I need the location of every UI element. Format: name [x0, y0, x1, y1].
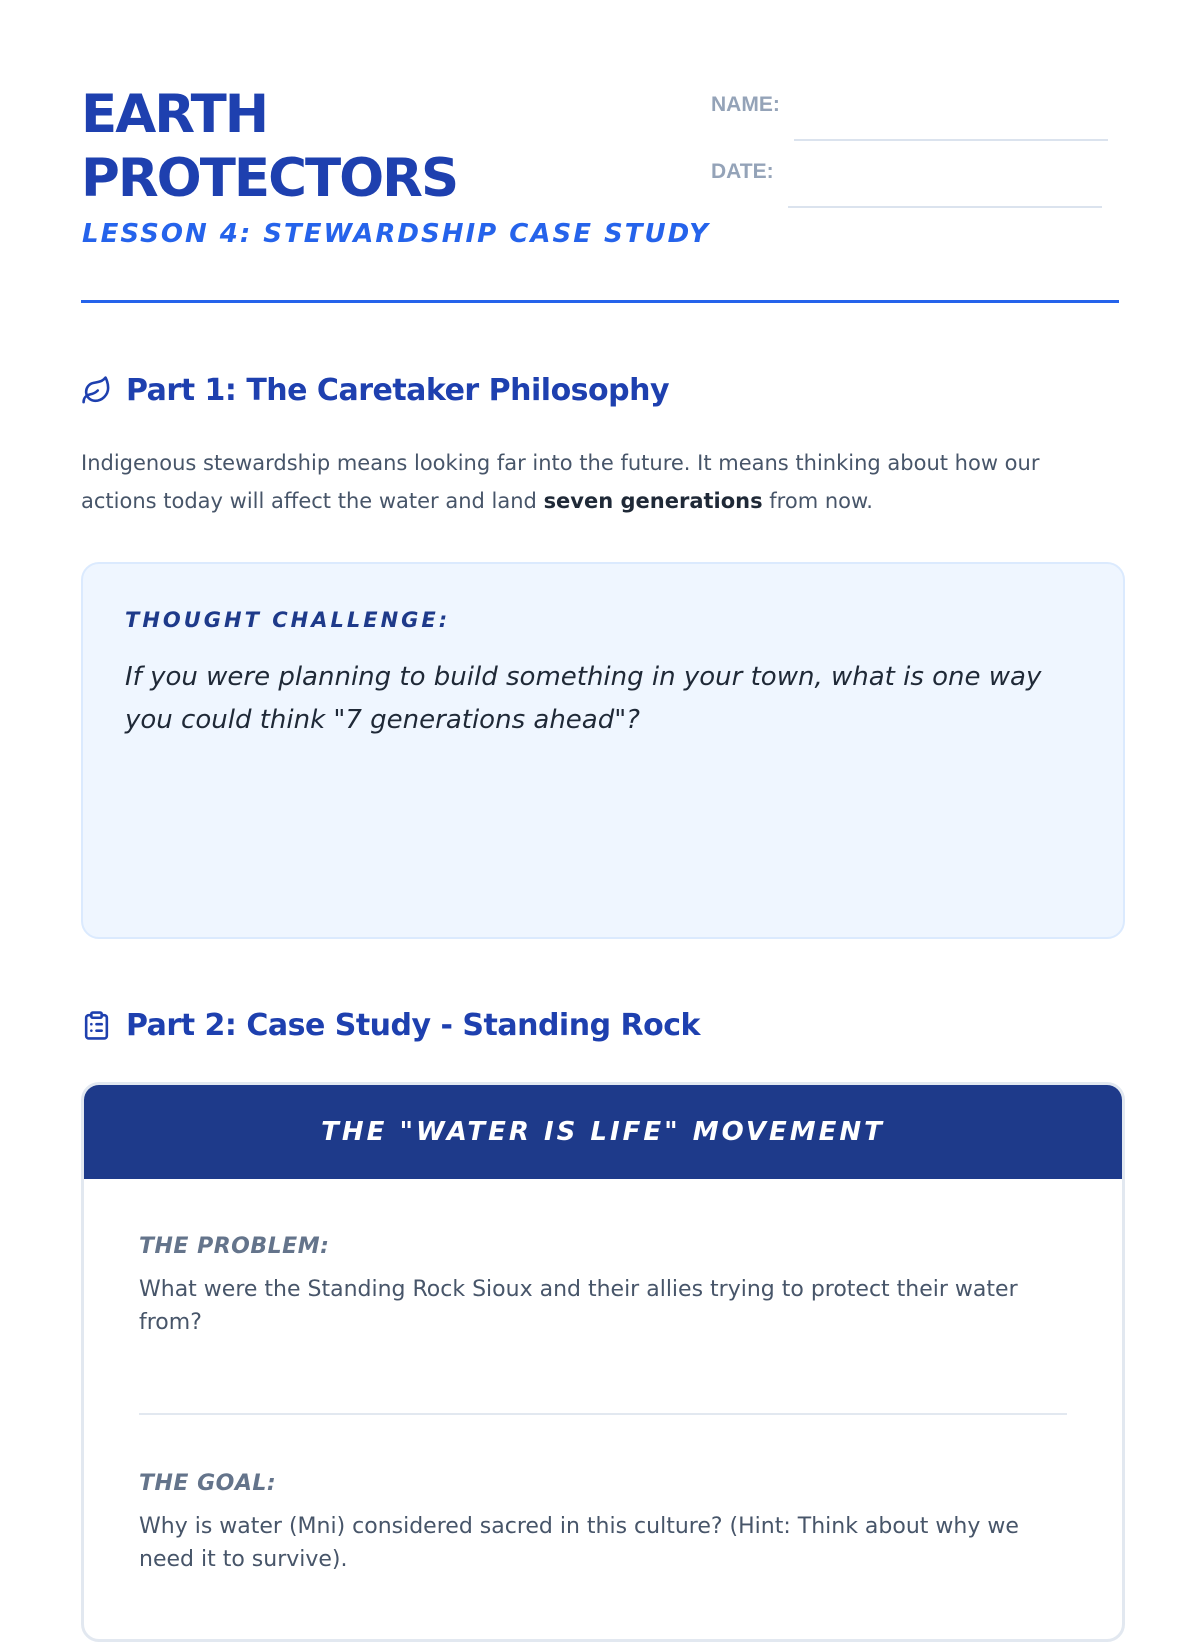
question-goal[interactable] — [139, 1415, 1067, 1576]
question-label: THE GOAL: — [139, 1471, 277, 1496]
worksheet-title: EARTH PROTECTORS — [81, 84, 458, 209]
intro-text-start: Indigenous stewardship means looking far into the future. It means thinking about how our actions today will affect the water and land — [81, 451, 1040, 513]
intro-emphasis: seven generations — [543, 489, 763, 513]
question-text: Why is water (Mni) considered sacred in this culture? (Hint: Think about why we need it to survive). — [139, 1514, 1019, 1572]
challenge-label: THOUGHT CHALLENGE: — [125, 608, 451, 632]
name-field — [711, 93, 1108, 117]
intro-text-end: from now. — [762, 489, 873, 513]
case-study-header — [84, 1085, 1122, 1179]
thought-challenge-box[interactable] — [81, 562, 1125, 939]
case-study-body — [84, 1179, 1122, 1576]
question-problem[interactable] — [139, 1179, 1067, 1415]
lesson-subtitle: LESSON 4: STEWARDSHIP CASE STUDY — [82, 219, 710, 249]
date-line[interactable] — [788, 206, 1102, 208]
leaf-icon — [81, 375, 112, 406]
date-field — [711, 160, 1102, 184]
name-line[interactable] — [794, 139, 1108, 141]
name-label: NAME: — [711, 93, 780, 116]
date-label: DATE: — [711, 160, 774, 183]
question-text: What were the Standing Rock Sioux and their allies trying to protect their water from? — [139, 1277, 1018, 1335]
worksheet-header — [81, 0, 1119, 303]
clipboard-list-icon — [81, 1010, 112, 1041]
challenge-prompt: If you were planning to build something in your town, what is one way you could think "7 generations ahead"? — [125, 662, 1042, 735]
part2-heading — [81, 1008, 700, 1043]
part1-title: Part 1: The Caretaker Philosophy — [126, 373, 670, 408]
case-study-title: THE "WATER IS LIFE" MOVEMENT — [321, 1117, 885, 1147]
question-label: THE PROBLEM: — [139, 1234, 330, 1259]
part2-title: Part 2: Case Study - Standing Rock — [126, 1008, 700, 1043]
part1-intro — [81, 444, 1091, 520]
case-study-card — [81, 1082, 1125, 1642]
part1-heading — [81, 373, 669, 408]
